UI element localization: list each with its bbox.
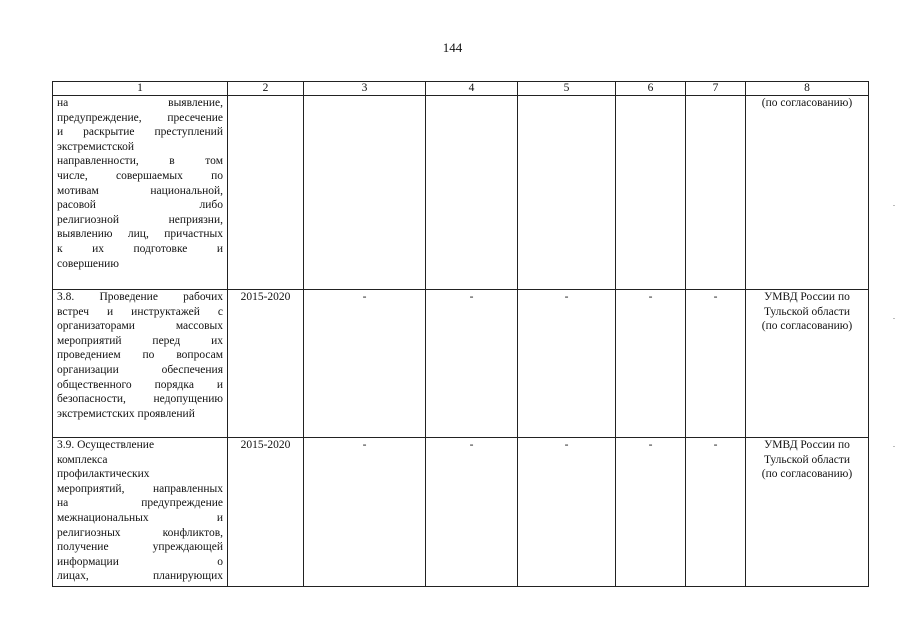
text-line: лицах, планирующих: [57, 570, 223, 583]
column-header-2: 2: [228, 82, 304, 96]
text-line: комплекса: [57, 453, 108, 466]
text-line: Тульской области: [763, 305, 850, 318]
text-line: 3.8. Проведение рабочих: [57, 291, 223, 303]
column-header-8: 8: [746, 82, 869, 96]
scan-speck: [893, 205, 895, 206]
text-line: общественного порядка и: [57, 378, 223, 391]
text-line: экстремистских проявлений: [57, 407, 195, 420]
table-row: [53, 290, 869, 438]
text-line: профилактических: [57, 468, 150, 481]
column-header-6: 6: [616, 82, 686, 96]
column-header-5: 5: [518, 82, 616, 96]
value-cell: -: [686, 290, 746, 438]
measure-description: [53, 438, 228, 587]
text-line: информации о: [57, 555, 223, 568]
responsible-cell: [746, 96, 869, 290]
text-line: УМВД России по: [764, 291, 850, 303]
scan-speck: [893, 446, 895, 447]
text-line: встреч и инструктажей с: [57, 305, 223, 318]
text-line: на выявление,: [57, 97, 223, 109]
text-line: мотивам национальной,: [57, 184, 223, 197]
text-line: получение упреждающей: [57, 541, 223, 554]
measure-description: [53, 96, 228, 290]
period-cell: 2015-2020: [228, 290, 304, 438]
page-number: 144: [442, 40, 463, 55]
text-line: числе, совершаемых по: [57, 169, 223, 182]
text-line: межнациональных и: [57, 511, 223, 524]
text-line: и раскрытие преступлений: [57, 126, 223, 139]
text-line: к их подготовке и: [57, 242, 223, 255]
value-cell: [616, 96, 686, 290]
period-cell: 2015-2020: [228, 438, 304, 587]
text-line: 3.9. Осуществление: [57, 439, 155, 451]
value-cell: -: [616, 290, 686, 438]
text-line: религиозной неприязни,: [57, 213, 223, 226]
value-cell: [686, 96, 746, 290]
column-header-1: 1: [53, 82, 228, 96]
value-cell: -: [616, 438, 686, 587]
value-cell: -: [518, 290, 616, 438]
column-header-3: 3: [304, 82, 426, 96]
responsible-cell: [746, 290, 869, 438]
text-line: на предупреждение: [57, 497, 223, 510]
text-line: предупреждение, пресечение: [57, 111, 223, 124]
measure-description: [53, 290, 228, 438]
text-line: расовой либо: [57, 199, 223, 212]
text-line: (по согласованию): [761, 468, 853, 481]
text-line: выявлению лиц, причастных: [57, 228, 223, 241]
value-cell: -: [426, 438, 518, 587]
text-line: (по согласованию): [761, 320, 853, 333]
table-row: [53, 96, 869, 290]
value-cell: [304, 96, 426, 290]
text-line: мероприятий, направленных: [57, 482, 223, 495]
value-cell: -: [304, 438, 426, 587]
column-header-4: 4: [426, 82, 518, 96]
text-line: проведением по вопросам: [57, 349, 223, 362]
text-line: УМВД России по: [764, 439, 850, 451]
table-row: [53, 438, 869, 587]
text-line: Тульской области: [763, 453, 850, 466]
text-line: совершению: [57, 257, 119, 270]
value-cell: [518, 96, 616, 290]
text-line: (по согласованию): [761, 97, 853, 109]
value-cell: -: [426, 290, 518, 438]
value-cell: -: [304, 290, 426, 438]
value-cell: -: [686, 438, 746, 587]
value-cell: [426, 96, 518, 290]
text-line: безопасности, недопущению: [57, 393, 223, 406]
text-line: религиозных конфликтов,: [57, 526, 223, 539]
text-line: направленности, в том: [57, 155, 223, 168]
value-cell: -: [518, 438, 616, 587]
text-line: мероприятий перед их: [57, 334, 223, 347]
text-line: организации обеспечения: [57, 363, 223, 376]
header-row: [53, 82, 869, 96]
text-line: организаторами массовых: [57, 320, 223, 333]
scan-speck: [893, 318, 895, 319]
responsible-cell: [746, 438, 869, 587]
text-line: экстремистской: [57, 140, 135, 153]
period-cell: [228, 96, 304, 290]
column-header-7: 7: [686, 82, 746, 96]
measures-table: [52, 81, 869, 587]
